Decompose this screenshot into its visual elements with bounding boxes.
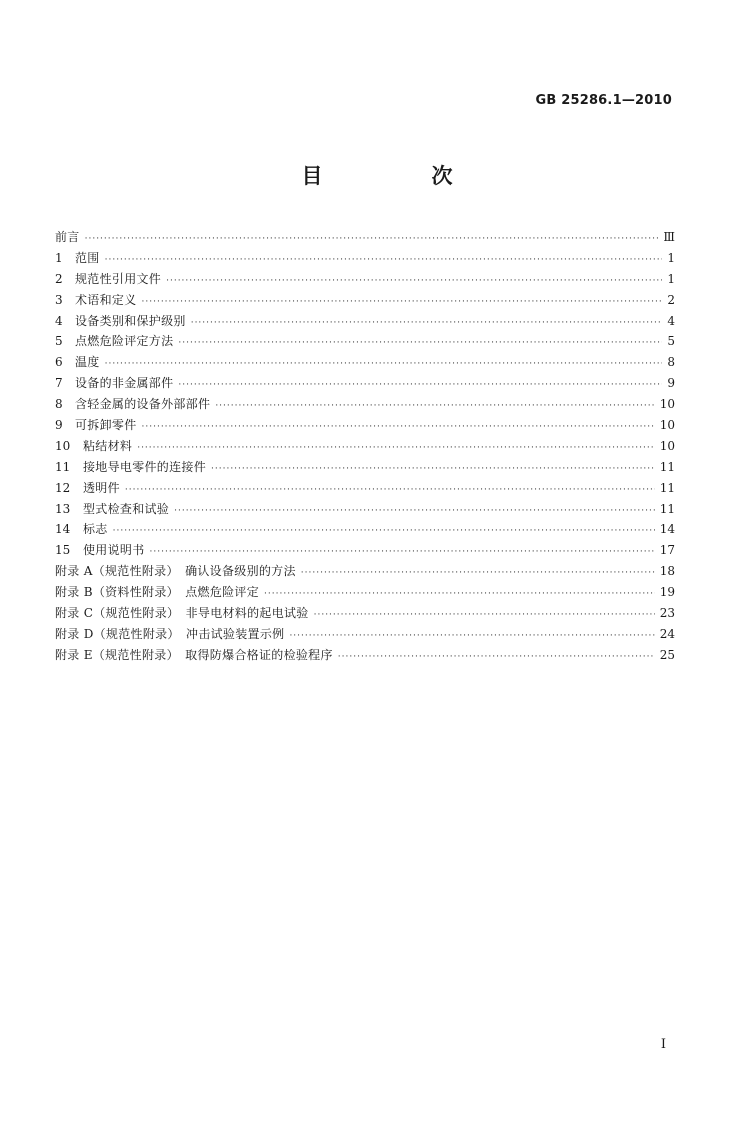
- leader-dots: [142, 417, 655, 438]
- toc-entry-label: 标志: [83, 522, 108, 537]
- leader-dots: [113, 521, 655, 542]
- toc-entry-number: 6: [55, 355, 63, 370]
- toc-entry-page: 14: [659, 522, 675, 537]
- toc-entry-number: 3: [55, 292, 63, 307]
- leader-dots: [137, 438, 655, 459]
- leader-dots: [264, 584, 655, 605]
- toc-entry-number: 2: [55, 271, 63, 286]
- leader-dots: [166, 271, 662, 292]
- toc-entry-page: 23: [659, 606, 675, 621]
- toc-entry-page: 2: [667, 292, 675, 307]
- toc-entry-label: 接地导电零件的连接件: [83, 459, 207, 474]
- leader-dots: [211, 459, 655, 480]
- toc-entry-page: 11: [659, 501, 675, 516]
- toc-entry-number: 7: [55, 376, 63, 391]
- toc-entry-number: 5: [55, 334, 63, 349]
- toc-entry-1[interactable]: [55, 248, 675, 269]
- toc-entry-label: 可拆卸零件: [75, 418, 137, 433]
- leader-dots: [150, 542, 655, 563]
- toc-entry-2[interactable]: [55, 269, 675, 290]
- standard-code: GB 25286.1—2010: [535, 93, 672, 108]
- toc-entry-12[interactable]: [55, 478, 675, 499]
- toc-entry-label: 粘结材料: [83, 438, 133, 453]
- toc-entry-annex-a[interactable]: [55, 561, 675, 582]
- toc-entry-label: 透明件: [83, 480, 120, 495]
- leader-dots: [105, 250, 662, 271]
- toc-entry-page: 9: [667, 376, 675, 391]
- toc-entry-page: 1: [667, 250, 675, 265]
- toc-entry-page: 18: [659, 564, 675, 579]
- toc-entry-label: 设备的非金属部件: [75, 376, 174, 391]
- leader-dots: [289, 626, 654, 647]
- toc-entry-6[interactable]: [55, 352, 675, 373]
- table-of-contents: [55, 227, 675, 666]
- toc-entry-annex-c[interactable]: [55, 603, 675, 624]
- toc-entry-number: 4: [55, 313, 63, 328]
- leader-dots: [178, 375, 662, 396]
- toc-entry-9[interactable]: [55, 415, 675, 436]
- toc-entry-annex-d[interactable]: [55, 624, 675, 645]
- page-title: 目 次: [301, 164, 497, 188]
- toc-entry-annex-e[interactable]: [55, 645, 675, 666]
- toc-entry-11[interactable]: [55, 457, 675, 478]
- toc-entry-label: 使用说明书: [83, 543, 145, 558]
- leader-dots: [174, 501, 655, 522]
- toc-entry-page: 4: [667, 313, 675, 328]
- toc-entry-number: 14: [55, 522, 71, 537]
- toc-entry-4[interactable]: [55, 311, 675, 332]
- toc-entry-label: 附录 C（规范性附录） 非导电材料的起电试验: [55, 606, 309, 621]
- toc-entry-page: 11: [659, 459, 675, 474]
- toc-entry-number: 1: [55, 250, 63, 265]
- toc-entry-number: 13: [55, 501, 71, 516]
- toc-entry-label: 点燃危险评定方法: [75, 334, 174, 349]
- leader-dots: [338, 647, 655, 668]
- toc-entry-page: 19: [659, 585, 675, 600]
- toc-entry-label: 规范性引用文件: [75, 271, 162, 286]
- toc-entry-number: 10: [55, 438, 71, 453]
- toc-entry-label: 附录 B（资料性附录） 点燃危险评定: [55, 585, 260, 600]
- toc-entry-page: 10: [659, 438, 675, 453]
- toc-entry-page: 17: [659, 543, 675, 558]
- toc-entry-3[interactable]: [55, 290, 675, 311]
- toc-entry-10[interactable]: [55, 436, 675, 457]
- toc-entry-7[interactable]: [55, 373, 675, 394]
- toc-entry-label: 附录 E（规范性附录） 取得防爆合格证的检验程序: [55, 647, 333, 662]
- toc-entry-page: 24: [659, 626, 675, 641]
- toc-entry-label: 范围: [75, 250, 100, 265]
- toc-entry-number: 15: [55, 543, 71, 558]
- toc-entry-foreword[interactable]: [55, 227, 675, 248]
- toc-entry-page: 11: [659, 480, 675, 495]
- leader-dots: [85, 229, 659, 250]
- toc-entry-page: 25: [659, 647, 675, 662]
- toc-entry-page: 5: [667, 334, 675, 349]
- leader-dots: [142, 292, 662, 313]
- toc-entry-number: 9: [55, 418, 63, 433]
- leader-dots: [215, 396, 654, 417]
- toc-entry-number: 12: [55, 480, 71, 495]
- toc-entry-8[interactable]: [55, 394, 675, 415]
- toc-entry-label: 设备类别和保护级别: [75, 313, 186, 328]
- leader-dots: [105, 354, 662, 375]
- leader-dots: [125, 480, 655, 501]
- leader-dots: [301, 563, 655, 584]
- toc-entry-page: Ⅲ: [663, 230, 675, 244]
- toc-entry-number: 8: [55, 397, 63, 412]
- toc-entry-label: 附录 D（规范性附录） 冲击试验装置示例: [55, 626, 285, 641]
- leader-dots: [178, 333, 662, 354]
- toc-entry-label: 前言: [55, 230, 80, 244]
- toc-entry-label: 附录 A（规范性附录） 确认设备级别的方法: [55, 564, 296, 579]
- toc-entry-15[interactable]: [55, 540, 675, 561]
- toc-entry-14[interactable]: [55, 519, 675, 540]
- leader-dots: [191, 313, 662, 334]
- toc-entry-number: 11: [55, 459, 71, 474]
- toc-entry-5[interactable]: [55, 331, 675, 352]
- toc-entry-page: 10: [659, 418, 675, 433]
- toc-entry-label: 型式检查和试验: [83, 501, 170, 516]
- toc-entry-annex-b[interactable]: [55, 582, 675, 603]
- page-number: I: [660, 1037, 666, 1052]
- toc-entry-label: 含轻金属的设备外部部件: [75, 397, 211, 412]
- leader-dots: [314, 605, 655, 626]
- toc-entry-page: 1: [667, 271, 675, 286]
- toc-entry-page: 10: [659, 397, 675, 412]
- toc-entry-13[interactable]: [55, 499, 675, 520]
- toc-entry-label: 术语和定义: [75, 292, 137, 307]
- toc-entry-page: 8: [667, 355, 675, 370]
- toc-entry-label: 温度: [75, 355, 100, 370]
